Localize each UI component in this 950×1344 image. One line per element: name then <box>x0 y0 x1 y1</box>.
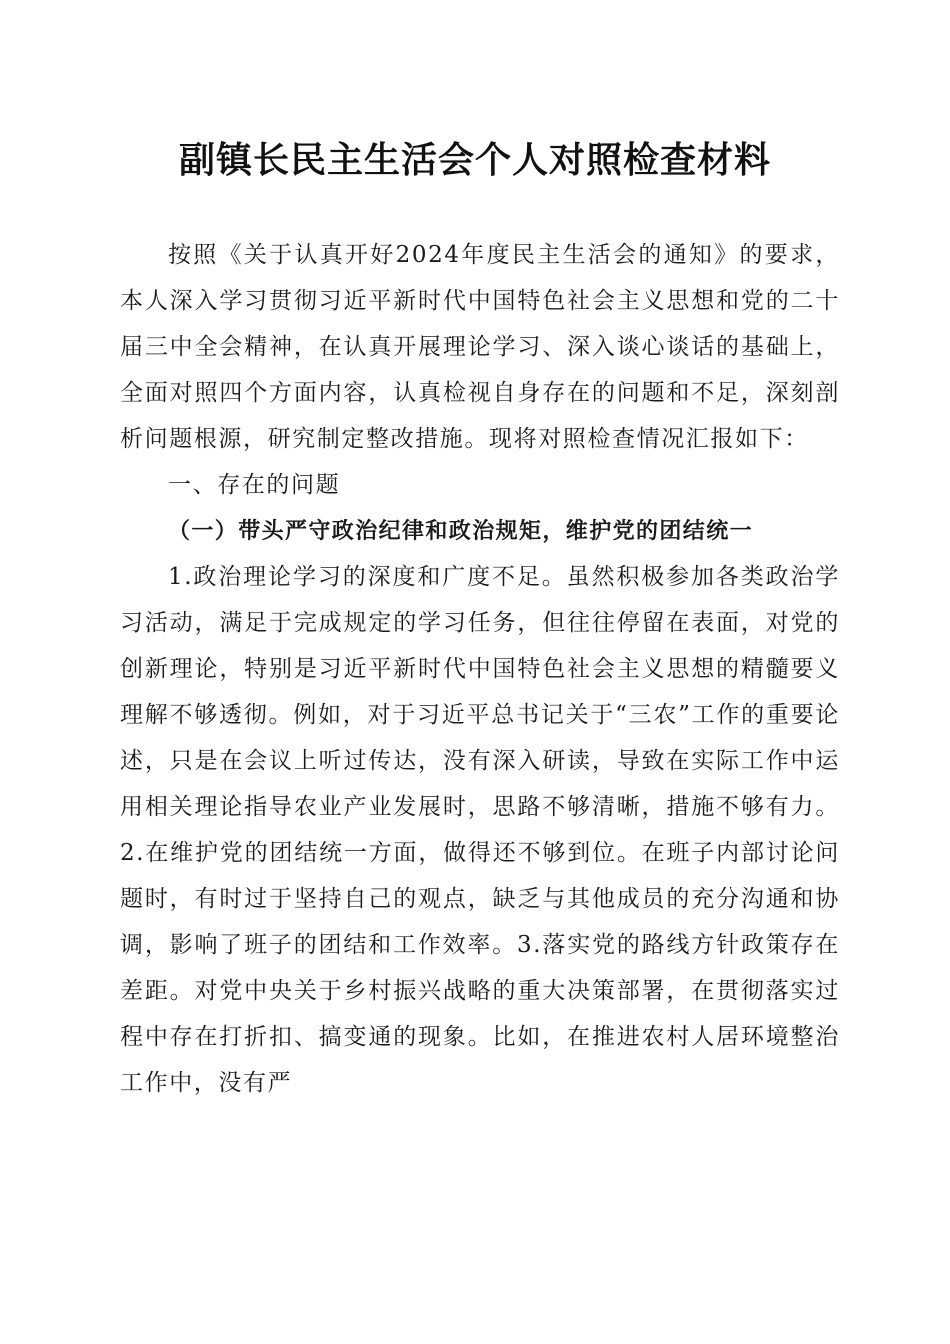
section-heading-problems: 一、存在的问题 <box>168 472 341 498</box>
subsection-body-paragraph: 1.政治理论学习的深度和广度不足。虽然积极参加各类政治学习活动，满足于完成规定的学习任务，但往往停留在表面，对党的创新理论，特别是习近平新时代中国特色社会主义思想的精髓要义理解不够透彻。例如，对于习近平总书记关于“三农”工作的重要论述，只是在会议上听过传达，没有深入研读，导致在实际工作中运用相关理论指导农业产业发展时，思路不够清晰，措施不够有力。2.在维护党的团结统一方面，做得还不够到位。在班子内部讨论问题时，有时过于坚持自己的观点，缺乏与其他成员的充分沟通和协调，影响了班子的团结和工作效率。3.落实党的路线方针政策存在差距。对党中央关于乡村振兴战略的重大决策部署，在贯彻落实过程中存在打折扣、搞变通的现象。比如，在推进农村人居环境整治工作中，没有严 <box>120 564 840 1096</box>
document-title: 副镇长民主生活会个人对照检查材料 <box>178 139 771 181</box>
document-body <box>120 232 840 1106</box>
subsection-heading-political-discipline: （一）带头严守政治纪律和政治规矩，维护党的团结统一 <box>168 518 754 544</box>
intro-paragraph: 按照《关于认真开好2024年度民主生活会的通知》的要求，本人深入学习贯彻习近平新时代中国特色社会主义思想和党的二十届三中全会精神，在认真开展理论学习、深入谈心谈话的基础上，全面对照四个方面内容，认真检视自身存在的问题和不足，深刻剖析问题根源，研究制定整改措施。现将对照检查情况汇报如下： <box>120 242 840 452</box>
